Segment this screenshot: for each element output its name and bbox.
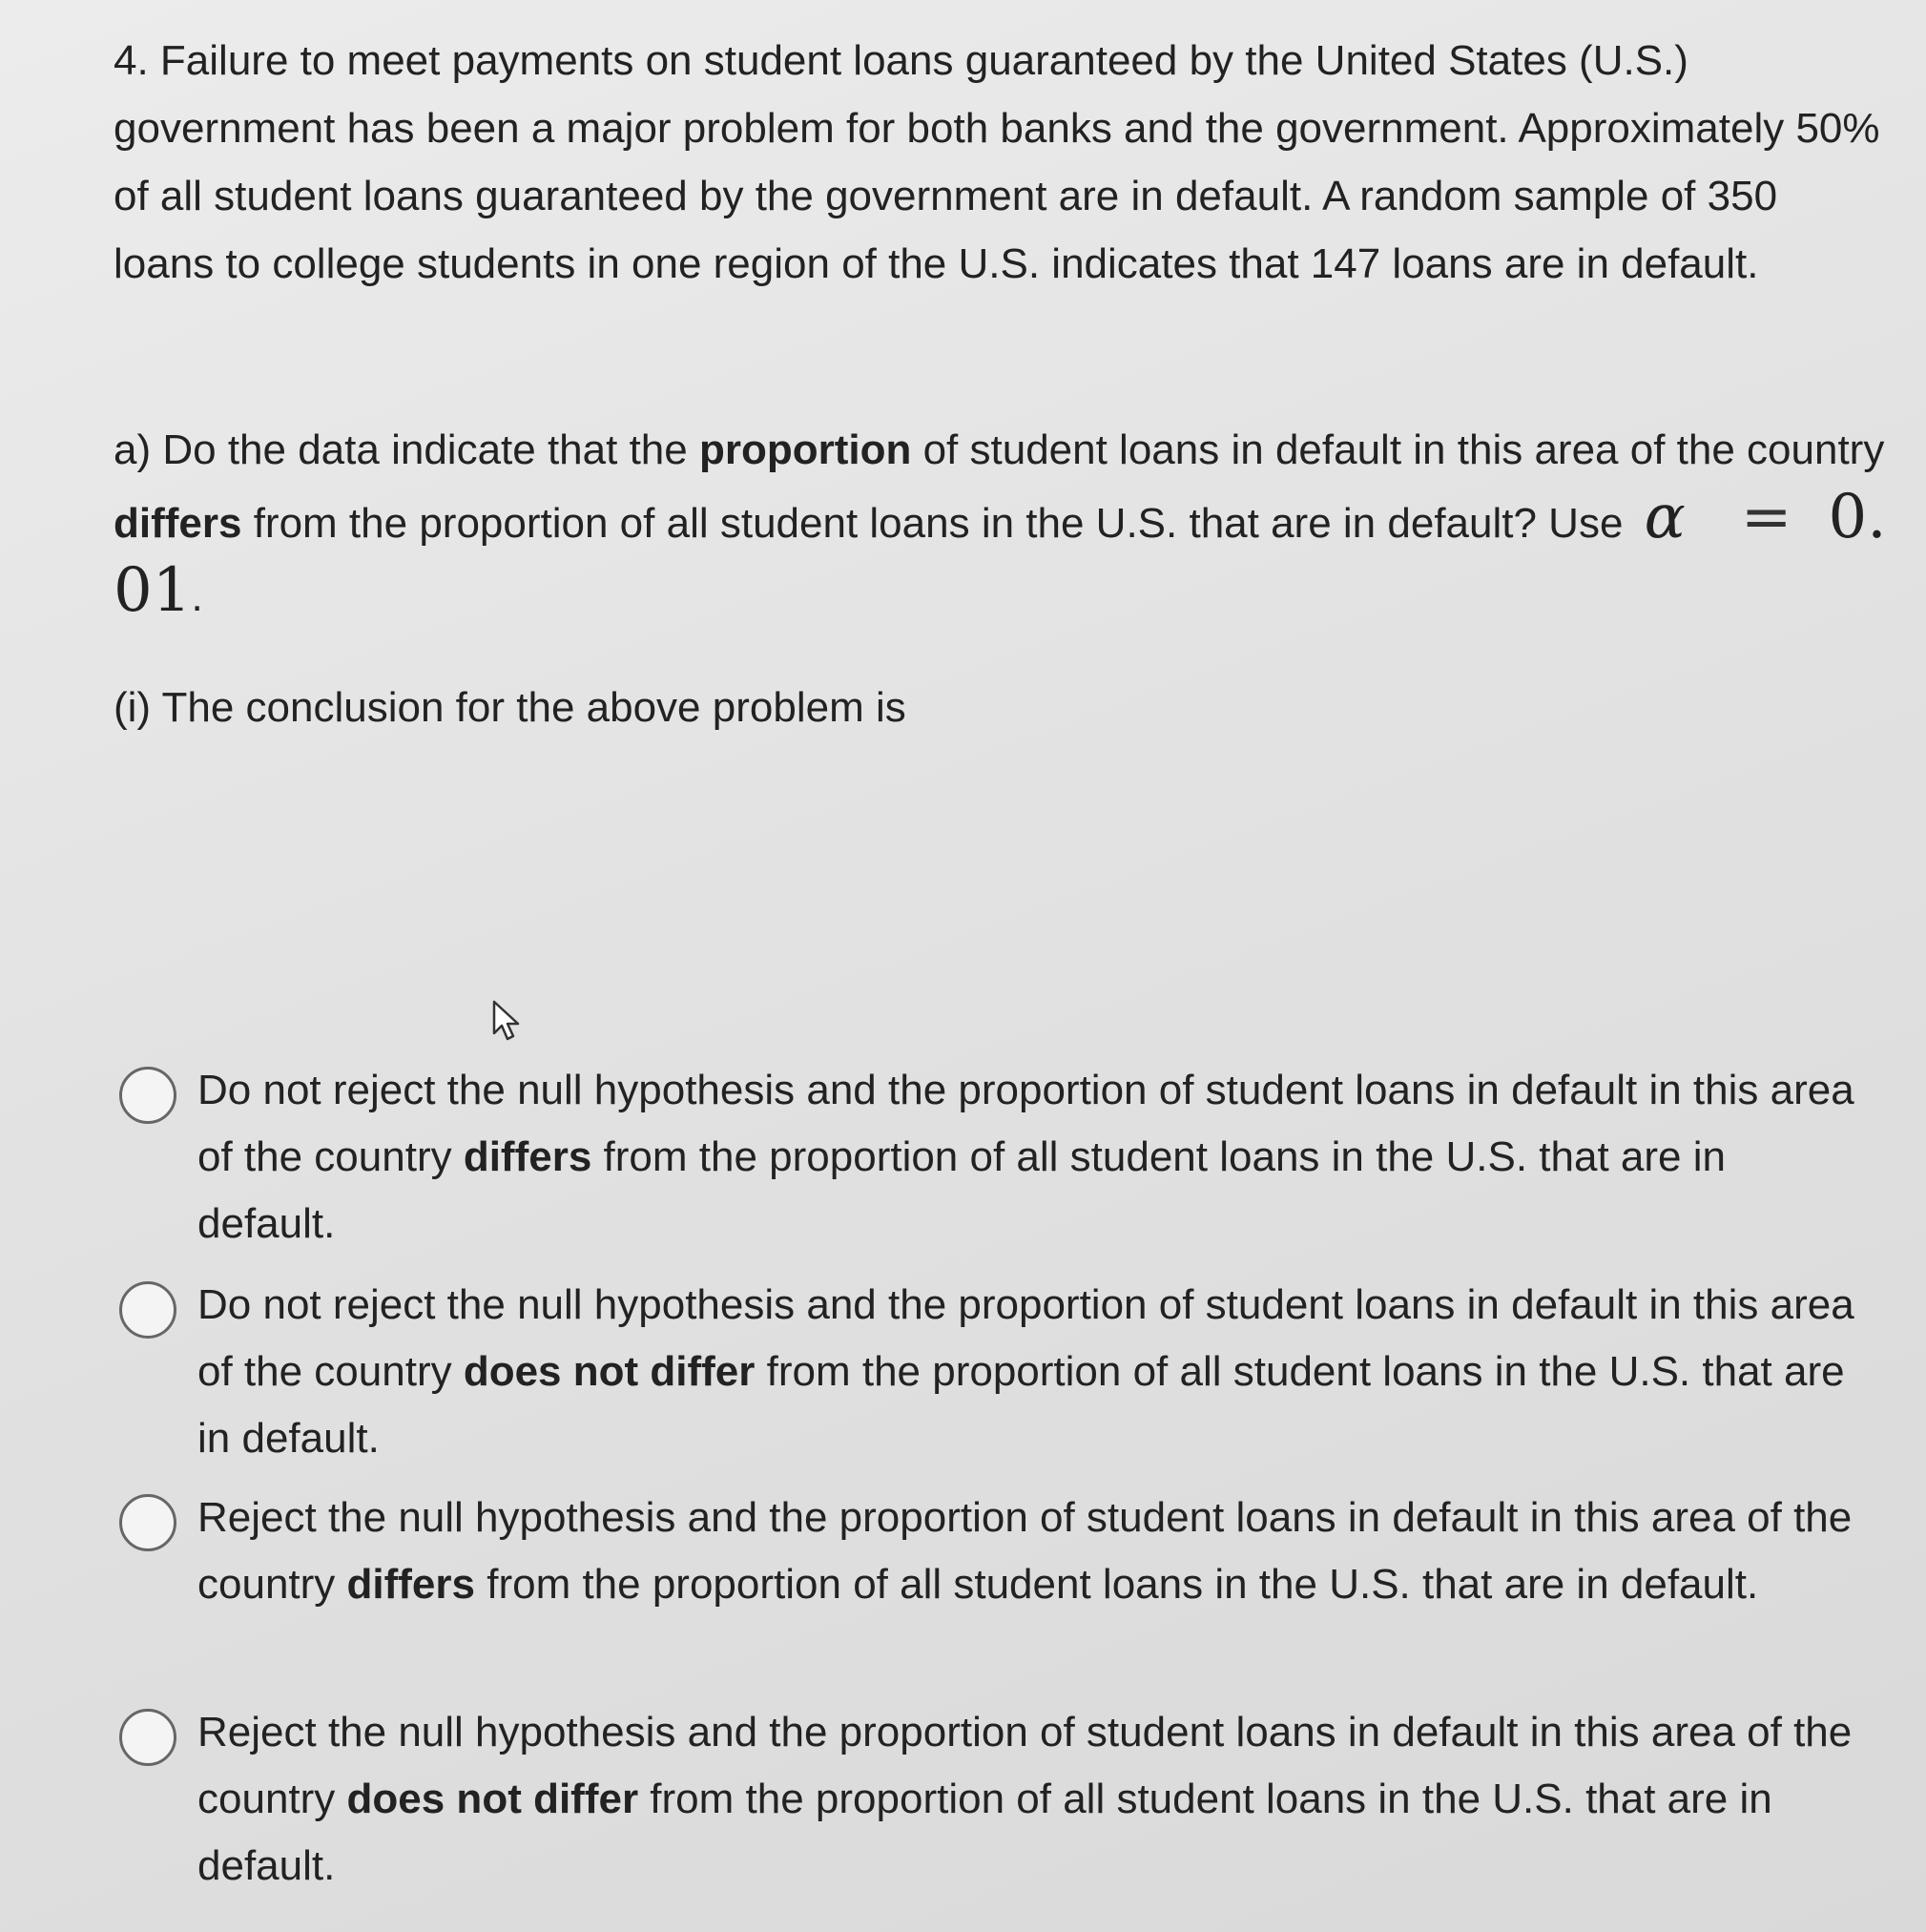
alpha-value: 0. 01 xyxy=(114,482,1887,626)
part-a-t3: from the proportion of all student loans in the U.S. that are in default? Use xyxy=(241,500,1635,547)
radio-button[interactable] xyxy=(119,1067,176,1124)
option-text: from the proportion of all student loans in the U.S. that are in default. xyxy=(197,1133,1726,1247)
option-text: from the proportion of all student loans in the U.S. that are in default. xyxy=(197,1348,1845,1462)
option-text: Do not reject the null hypothesis and the proportion of student loans in default in this area of the country xyxy=(197,1281,1854,1395)
question-text: 4. Failure to meet payments on student loans guaranteed by the United States (U.S.) government has been a major problem for both banks and the government. Approximately 50% of all student loans guaranteed by the government are in default. A random sample of 350 loans to college students in one region of the U.S. indicates that 147 loans are in default. xyxy=(114,37,1880,287)
part-a-end: . xyxy=(191,573,203,620)
alpha-symbol: α xyxy=(1644,482,1686,552)
option-label xyxy=(197,1272,1865,1472)
part-a-bold-differs: differs xyxy=(114,500,242,547)
option-label xyxy=(197,1699,1865,1900)
option-label xyxy=(197,1485,1865,1618)
radio-button[interactable] xyxy=(119,1494,176,1551)
mouse-cursor-icon xyxy=(491,999,526,1043)
part-a-bold-proportion: proportion xyxy=(698,426,912,473)
option-text: Reject the null hypothesis and the proportion of student loans in default in this area of the country xyxy=(197,1494,1853,1608)
option-text: from the proportion of all student loans in the U.S. that are in default. xyxy=(475,1561,1759,1608)
part-i-prompt: (i) The conclusion for the above problem is xyxy=(114,684,906,731)
part-a-t2: of student loans in default in this area of the country xyxy=(911,426,1885,473)
answer-option-1[interactable] xyxy=(119,1057,1865,1257)
option-label xyxy=(197,1057,1865,1257)
option-text: from the proportion of all student loans in the U.S. that are in default. xyxy=(197,1776,1772,1889)
radio-button[interactable] xyxy=(119,1709,176,1766)
answer-option-2[interactable] xyxy=(119,1272,1865,1472)
option-bold: does not differ xyxy=(463,1348,756,1395)
radio-button[interactable] xyxy=(119,1281,176,1339)
option-bold: differs xyxy=(346,1561,475,1608)
answer-option-3[interactable] xyxy=(119,1485,1865,1618)
option-text: Reject the null hypothesis and the proportion of student loans in default in this area of the country xyxy=(197,1709,1853,1822)
answer-option-4[interactable] xyxy=(119,1699,1865,1900)
option-bold: does not differ xyxy=(346,1776,639,1822)
part-a-t1: a) Do the data indicate that the xyxy=(114,426,699,473)
part-a-text xyxy=(114,416,1888,631)
option-text: Do not reject the null hypothesis and the proportion of student loans in default in this area of the country xyxy=(197,1067,1854,1180)
option-bold: differs xyxy=(463,1133,592,1180)
equals-sign: = xyxy=(1740,482,1792,552)
